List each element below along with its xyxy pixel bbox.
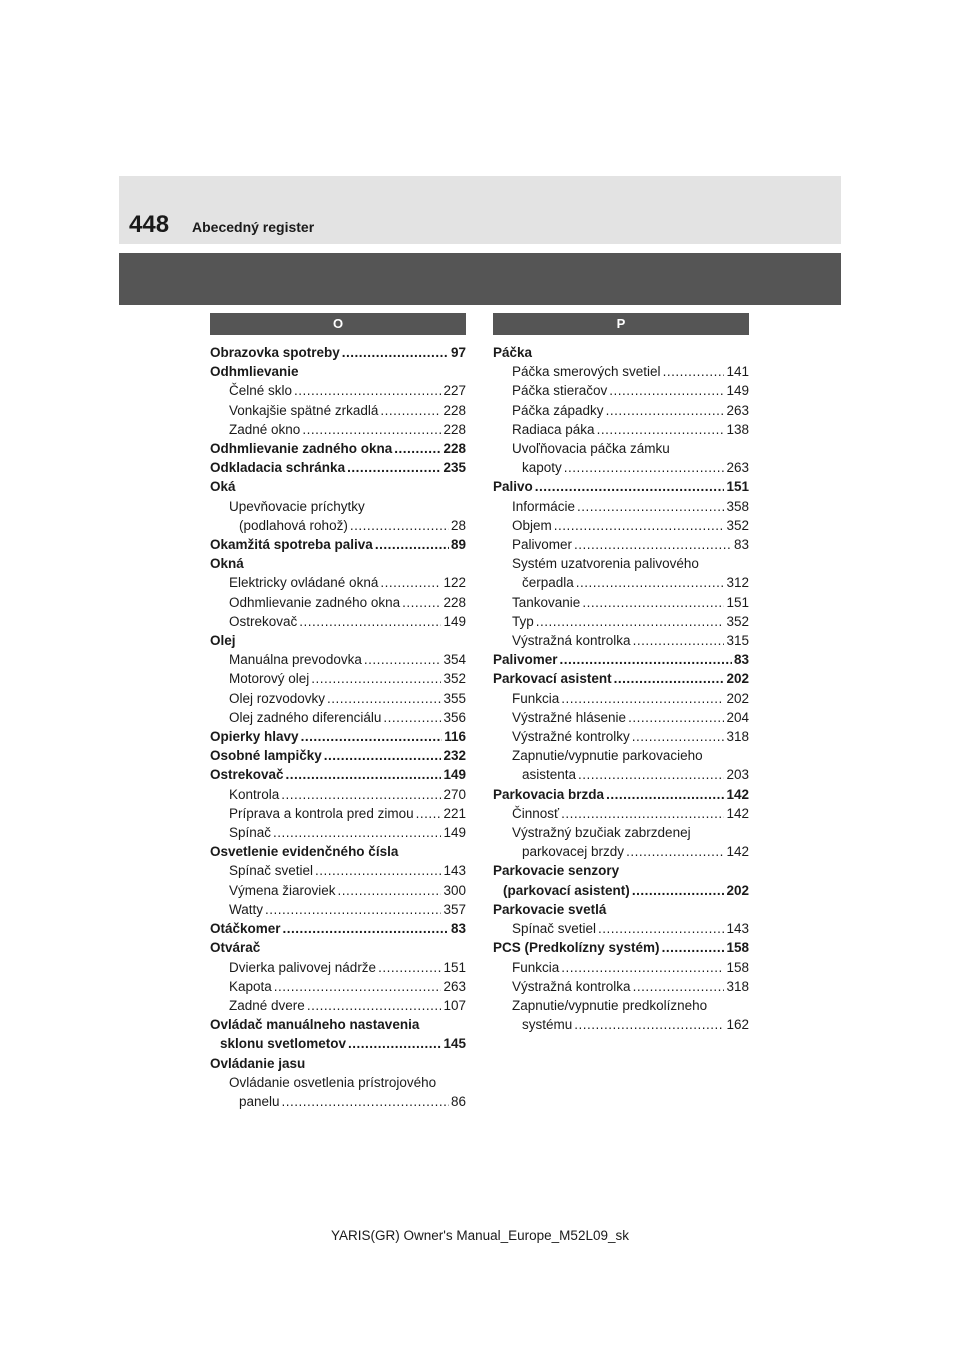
index-entry-text: Odhmlievanie zadného okna [210,441,393,457]
index-entry-text: čerpadla [522,575,574,591]
index-entry-page: 97 [450,345,466,360]
index-entry [493,804,749,823]
index-entry [493,785,749,804]
dot-leader [633,631,725,650]
dot-leader [282,1092,449,1111]
dot-leader [561,804,724,823]
dot-leader [307,996,442,1015]
index-entry-text: Parkovacia brzda [493,786,605,802]
index-entry [210,343,466,362]
index-entry-text: Výstražné hlásenie [512,709,627,725]
index-entry-text: Výmena žiaroviek [229,882,336,898]
index-entry [493,497,749,516]
index-entry-text: Páčka smerových svetiel [512,364,661,380]
index-entry-page: 232 [443,748,466,764]
index-column-p [493,313,749,1034]
index-entry-text: Upevňovacie príchytky [229,498,365,514]
index-entry [210,516,466,535]
index-entry-text: Výstražná kontrolka [512,978,631,994]
dot-leader [536,612,725,631]
index-entry-page: 143 [726,921,749,937]
index-entry [210,612,466,631]
index-heading [210,631,466,650]
index-entry [493,938,749,957]
index-entry [210,958,466,977]
dot-leader [299,612,441,631]
index-entry-text: Kontrola [229,786,280,802]
index-heading [210,497,466,516]
index-entry-page: 228 [443,421,466,437]
index-entry-page: 228 [443,594,466,610]
index-entry [493,593,749,612]
index-entry [210,804,466,823]
index-entry-text: Oká [210,479,236,495]
index-entry [493,708,749,727]
dot-leader [273,823,441,842]
dot-leader [598,919,724,938]
index-entry-page: 263 [726,402,749,418]
index-entry-page: 318 [726,729,749,745]
index-entry-page: 202 [726,690,749,706]
index-entry-text: Motorový olej [229,671,310,687]
index-entry-text: Elektricky ovládané okná [229,575,379,591]
index-entry-page: 358 [726,498,749,514]
dot-leader [560,650,732,669]
index-heading [493,823,749,842]
dot-leader [380,401,441,420]
index-entry-text: Opierky hlavy [210,729,299,745]
index-entry [493,612,749,631]
index-entry-text: Čelné sklo [229,383,293,399]
index-entry-page: 138 [726,421,749,437]
index-entry-page: 83 [733,652,749,668]
index-entry-text: Uvoľňovacia páčka zámku [512,441,670,457]
index-entry-text: Osobné lampičky [210,748,322,764]
dot-leader [614,669,725,688]
page-number: 448 [129,211,170,238]
index-entry-page: 89 [450,537,466,553]
dot-leader [564,458,725,477]
index-entry-text: (podlahová rohož) [239,517,348,533]
index-entry-text: Olej rozvodovky [229,690,326,706]
index-entry-page: 352 [726,613,749,629]
index-entry-page: 83 [733,537,749,553]
index-entry-text: Spínač svetiel [512,921,597,937]
index-entry-page: 355 [443,690,466,706]
dot-leader [283,919,449,938]
index-entry-text: Osvetlenie evidenčného čísla [210,844,399,860]
index-heading [493,996,749,1015]
index-entry-page: 228 [443,402,466,418]
index-entry-text: Otáčkomer [210,921,281,937]
index-entry-text: sklonu svetlometov [220,1036,347,1052]
dot-leader [281,785,441,804]
dot-leader [662,938,725,957]
dot-leader [561,689,724,708]
index-entry-page: 149 [726,383,749,399]
index-entry-page: 312 [726,575,749,591]
index-entry-text: Systém uzatvorenia palivového [512,556,699,572]
letter-heading-p: P [493,313,749,335]
index-entry [210,727,466,746]
footer-manual-id: YARIS(GR) Owner's Manual_Europe_M52L09_sk [331,1228,629,1243]
index-entry-text: PCS (Predkolízny systém) [493,940,660,956]
index-entry-text: Funkcia [512,690,560,706]
index-entry-text: Olej zadného diferenciálu [229,709,382,725]
index-entry-page: 151 [443,959,466,975]
index-entry [210,1092,466,1111]
index-entry-text: Zapnutie/vypnutie predkolízneho [512,997,708,1013]
index-entry-page: 149 [443,767,466,783]
index-column-o [210,313,466,1111]
index-entry [210,401,466,420]
dot-leader [274,977,442,996]
index-entry-page: 263 [443,978,466,994]
index-entry-page: 83 [450,921,466,937]
dot-leader [378,958,441,977]
index-entry-text: Výstražné kontrolky [512,729,630,745]
index-entry-page: 145 [443,1036,466,1052]
dot-leader [632,881,725,900]
index-entry [493,381,749,400]
index-entry [493,689,749,708]
dot-leader [383,708,441,727]
dot-leader [535,477,725,496]
index-entry [493,842,749,861]
index-entry-text: (parkovací asistent) [503,882,630,898]
index-entry-text: Ostrekovač [210,767,284,783]
index-entry [493,516,749,535]
index-entry [493,420,749,439]
index-entry-text: Zapnutie/vypnutie parkovacieho [512,748,703,764]
index-heading [493,861,749,880]
index-entry-page: 204 [726,709,749,725]
index-entry-page: 221 [443,805,466,821]
letter-heading-o: O [210,313,466,335]
index-entry [493,669,749,688]
index-entry-page: 357 [443,901,466,917]
index-entry [210,977,466,996]
index-entry [210,919,466,938]
index-entry-page: 228 [443,441,466,457]
dot-leader [294,381,441,400]
index-entry [493,573,749,592]
index-entry-text: Palivo [493,479,533,495]
index-entry [210,689,466,708]
index-entry [493,977,749,996]
index-entry-text: Činnosť [512,805,560,821]
index-entry-text: Odkladacia schránka [210,460,346,476]
index-entry-page: 202 [726,671,749,687]
index-entry [210,881,466,900]
index-entry-text: parkovacej brzdy [522,844,625,860]
index-heading [493,554,749,573]
index-entry-text: Príprava a kontrola pred zimou [229,805,414,821]
index-entry-text: Kapota [229,978,272,994]
index-entry-text: Odhmlievanie zadného okna [229,594,401,610]
index-entry-page: 270 [443,786,466,802]
index-entries-o [210,343,466,1111]
index-entry-page: 149 [443,825,466,841]
dot-leader [342,343,449,362]
index-entry [210,785,466,804]
index-entry-page: 352 [726,517,749,533]
dot-leader [626,842,724,861]
index-entry-page: 122 [443,575,466,591]
index-entry [210,535,466,554]
index-entry [493,458,749,477]
dot-leader [380,573,441,592]
dot-leader [265,900,441,919]
index-entry-text: Parkovací asistent [493,671,612,687]
index-entry [493,535,749,554]
index-entry-page: 354 [443,652,466,668]
index-entry-page: 203 [726,767,749,783]
dot-leader [606,785,724,804]
index-entry [210,765,466,784]
index-entry [493,362,749,381]
index-heading [210,477,466,496]
index-heading [493,343,749,362]
index-entry [210,708,466,727]
index-entry-text: Radiaca páka [512,421,595,437]
index-heading [493,746,749,765]
index-entry-text: Tankovanie [512,594,581,610]
dot-leader [394,439,441,458]
dot-leader [286,765,442,784]
dot-leader [606,401,725,420]
dot-leader [301,727,443,746]
index-entry-text: systému [522,1017,573,1033]
index-entry-page: 142 [726,786,749,802]
dot-leader [574,535,732,554]
dot-leader [577,497,724,516]
index-entry [210,573,466,592]
index-entry-page: 263 [726,460,749,476]
index-entry-text: Okná [210,556,244,572]
index-entry-page: 142 [726,805,749,821]
index-entry-text: Výstražný bzučiak zabrzdenej [512,825,691,841]
index-entry [210,458,466,477]
index-entry-text: Palivomer [512,537,573,553]
chapter-band [119,253,841,305]
dot-leader [338,881,442,900]
index-entry-page: 235 [443,460,466,476]
index-entry-page: 142 [726,844,749,860]
index-entry-page: 141 [726,364,749,380]
index-entry-page: 28 [450,517,466,533]
index-entry-page: 143 [443,863,466,879]
index-entry-page: 107 [443,997,466,1013]
index-entry-page: 202 [726,882,749,898]
index-entry-page: 227 [443,383,466,399]
index-heading [210,362,466,381]
index-entry-text: Ovládanie jasu [210,1055,306,1071]
index-entry [210,1034,466,1053]
index-entry-text: Dvierka palivovej nádrže [229,959,377,975]
dot-leader [574,1015,724,1034]
index-entry-text: Spínač svetiel [229,863,314,879]
dot-leader [578,765,724,784]
index-entry [493,958,749,977]
index-entry-page: 158 [726,959,749,975]
index-entry [493,477,749,496]
section-title: Abecedný register [192,219,315,235]
index-entry-page: 300 [443,882,466,898]
index-entry-text: Vonkajšie spätné zrkadlá [229,402,379,418]
index-entry-text: asistenta [522,767,577,783]
index-entry-text: Ovládanie osvetlenia prístrojového [229,1074,437,1090]
index-entry-text: Obrazovka spotreby [210,345,340,360]
dot-leader [582,593,724,612]
index-entry-text: Informácie [512,498,576,514]
index-entry-text: Parkovacie senzory [493,863,620,879]
index-entry-text: Zadné dvere [229,997,305,1013]
dot-leader [311,669,441,688]
index-entry [210,900,466,919]
index-entry [210,861,466,880]
index-entry [493,727,749,746]
index-heading [493,439,749,458]
index-heading [210,1073,466,1092]
index-entry-page: 158 [726,940,749,956]
dot-leader [576,573,725,592]
index-entry-page: 151 [726,594,749,610]
dot-leader [561,958,724,977]
dot-leader [597,420,725,439]
index-entry-text: Objem [512,517,552,533]
dot-leader [609,381,724,400]
index-entry-page: 149 [443,613,466,629]
dot-leader [347,458,441,477]
dot-leader [348,1034,441,1053]
index-entry [493,650,749,669]
index-entry-text: Odhmlievanie [210,364,299,380]
index-entry [210,650,466,669]
index-entry-text: Palivomer [493,652,558,668]
dot-leader [350,516,449,535]
index-entry-text: kapoty [522,460,562,476]
index-entry [210,593,466,612]
index-entry-page: 86 [450,1093,466,1109]
dot-leader [554,516,725,535]
index-entry-text: panelu [239,1093,280,1109]
dot-leader [663,362,725,381]
dot-leader [633,977,725,996]
dot-leader [402,593,441,612]
index-entry [210,669,466,688]
index-entry-page: 116 [444,729,466,745]
dot-leader [632,727,725,746]
index-heading [210,554,466,573]
index-entry-text: Páčka západky [512,402,604,418]
index-entry [493,919,749,938]
index-entry-text: Ostrekovač [229,613,298,629]
index-entry-text: Watty [229,901,264,917]
index-heading [210,842,466,861]
index-entry-page: 315 [726,633,749,649]
index-entry-text: Typ [512,613,534,629]
index-entry-text: Ovládač manuálneho nastavenia [210,1017,420,1033]
index-entry [493,1015,749,1034]
index-entry-text: Páčka [493,345,533,360]
index-entry [493,631,749,650]
index-entry-text: Parkovacie svetlá [493,901,607,917]
index-entry [210,439,466,458]
dot-leader [327,689,441,708]
dot-leader [375,535,449,554]
index-entry-text: Výstražná kontrolka [512,633,631,649]
index-entries-p [493,343,749,1034]
index-entry [210,420,466,439]
index-entry-text: Manuálna prevodovka [229,652,362,668]
index-heading [493,900,749,919]
dot-leader [324,746,442,765]
index-entry-text: Páčka stieračov [512,383,608,399]
index-heading [210,1054,466,1073]
index-entry-page: 318 [726,978,749,994]
index-entry-page: 162 [726,1017,749,1033]
index-entry-text: Spínač [229,825,272,841]
index-entry-page: 151 [726,479,749,495]
index-entry [210,746,466,765]
dot-leader [628,708,724,727]
dot-leader [315,861,441,880]
index-entry [493,401,749,420]
index-entry [210,381,466,400]
index-entry [210,823,466,842]
index-entry-text: Okamžitá spotreba paliva [210,537,373,553]
index-entry-text: Zadné okno [229,421,301,437]
dot-leader [416,804,442,823]
index-entry [493,881,749,900]
index-entry [210,996,466,1015]
index-entry-text: Funkcia [512,959,560,975]
index-entry [493,765,749,784]
index-entry-page: 352 [443,671,466,687]
index-heading [210,938,466,957]
index-entry-page: 356 [443,709,466,725]
dot-leader [302,420,441,439]
index-heading [210,1015,466,1034]
index-entry-text: Otvárač [210,940,261,956]
index-entry-text: Olej [210,633,236,649]
dot-leader [364,650,442,669]
